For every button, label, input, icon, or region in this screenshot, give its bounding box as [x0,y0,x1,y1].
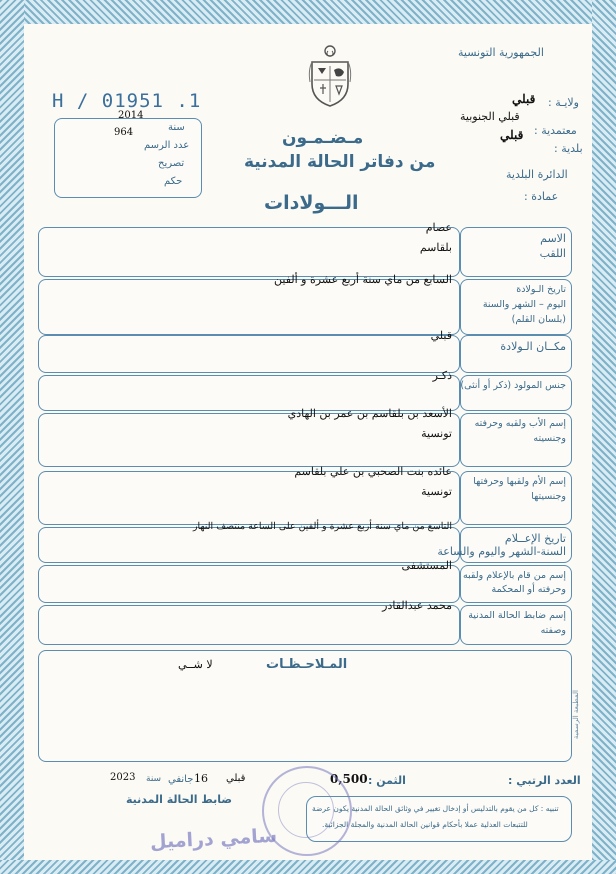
issue-month: جانفي [168,774,194,785]
field-label: (بلسان القلم) [511,314,566,325]
field-label: اللقب [539,247,566,260]
field-label: وجنسيته [533,433,566,444]
field-value-box [38,335,460,373]
title-summary: مـضـمـون [282,128,364,148]
field-value: الأسعد بن بلقاسم بن عمر بن الهادي [287,407,452,420]
field-value-box [38,471,460,525]
field-value: السابع من ماي سنة أربع عشرة و ألفين [274,273,452,286]
field-value: تونسية [421,427,452,440]
baladia-value: قبلي [500,128,524,142]
field-label: إسم الأم ولقبها وحرفتها [473,476,566,487]
field-value: بلقاسم [419,241,452,254]
mootamadia-value: قبلي الجنوبية [460,110,520,123]
ordinal-label: العدد الرتبي : [508,774,581,787]
field-label: إسم من قام بالإعلام ولقبه [462,570,566,581]
declaration-label: تصريح [158,158,185,169]
field-label: إسم الأب ولقبه وحرفته [474,418,566,429]
decorative-border-bottom [0,860,616,874]
field-label: تاريخ الـولادة [516,284,566,295]
field-label: وحرفته أو المحكمة [491,584,566,595]
wilaya-value: قبلي [512,92,536,106]
officer-title: ضابط الحالة المدنية [126,793,233,806]
field-value: قبلي [430,329,452,342]
field-label: تاريخ الإعــلام [504,532,566,545]
title-civil-registry: من دفاتر الحالة المدنية [244,152,436,172]
field-label: وجنسيتها [531,491,566,502]
warning-line-2: للتتبعات العدلية عملا بأحكام قوانين الحالة المدنية والمجلة الجزائية. [322,820,528,829]
field-label: السنة-الشهر واليوم والساعة [437,545,566,558]
year-label: سنة [168,122,185,133]
field-value: عائده بنت الصحبي بن علي بلقاسم [294,465,452,478]
year-value: 2014 [118,110,144,121]
field-label: إسم ضابط الحالة المدنية [468,610,566,621]
field-value-box [38,413,460,467]
daira-label: الدائرة البلدية [506,168,568,181]
field-label: مكــان الـولادة [500,340,566,353]
field-value: التاسع من ماي سنة أربع عشرة و ألفين على الساعة منتصف النهار [192,521,452,532]
serial-number: H / 01951 .1 [52,90,202,112]
issue-year-value: 2023 [110,772,136,783]
issue-place: قبلي [226,773,246,784]
side-print-text: المطبعة الرسمية [572,690,580,740]
act-number-label: عدد الرسم [144,140,190,151]
act-number-value: 964 [114,127,134,138]
field-value-box [38,227,460,277]
field-value: المستشفى [401,559,452,572]
imada-label: عمادة : [524,190,559,203]
ruling-label: حكم [164,176,183,187]
field-value-box [38,527,460,563]
remarks-value: لا شــي [178,658,213,671]
decorative-border-left [0,0,24,874]
mootamadia-label: معتمدية : [534,124,577,137]
field-label: اليوم – الشهر والسنة [482,299,566,310]
baladia-label: بلدية : [554,142,583,155]
field-value-box [38,565,460,603]
field-value: محمد عبدالقادر [382,599,452,612]
issue-year-label: سنة [146,774,162,784]
republic-heading: الجمهورية التونسية [458,46,544,59]
field-value: تونسية [421,485,452,498]
field-value: عصام [425,221,452,234]
field-label: وصفته [540,625,566,636]
title-births: الـــولادات [264,192,359,214]
price-value: 0,500 [330,772,368,786]
field-label: جنس المولود (ذكر أو أنثى) [460,380,566,391]
field-label: الاسم [540,232,566,245]
field-value-box [38,375,460,411]
remarks-label: المـلاحـظـات [266,657,348,672]
wilaya-label: ولايـة : [548,96,579,109]
field-value: ذكـر [432,369,452,382]
price-label: الثمن : [368,774,406,787]
signature-stamp: سامي دراميل [149,824,278,854]
issue-day: 16 [194,772,208,785]
field-value-box [38,279,460,335]
decorative-border-right [592,0,616,874]
decorative-border-top [0,0,616,24]
warning-line-1: تنبيه : كل من يقوم بالتدليس أو إدخال تغيير في وثائق الحالة المدنية يكون عرضة [312,804,559,813]
coat-of-arms-icon [306,44,354,110]
